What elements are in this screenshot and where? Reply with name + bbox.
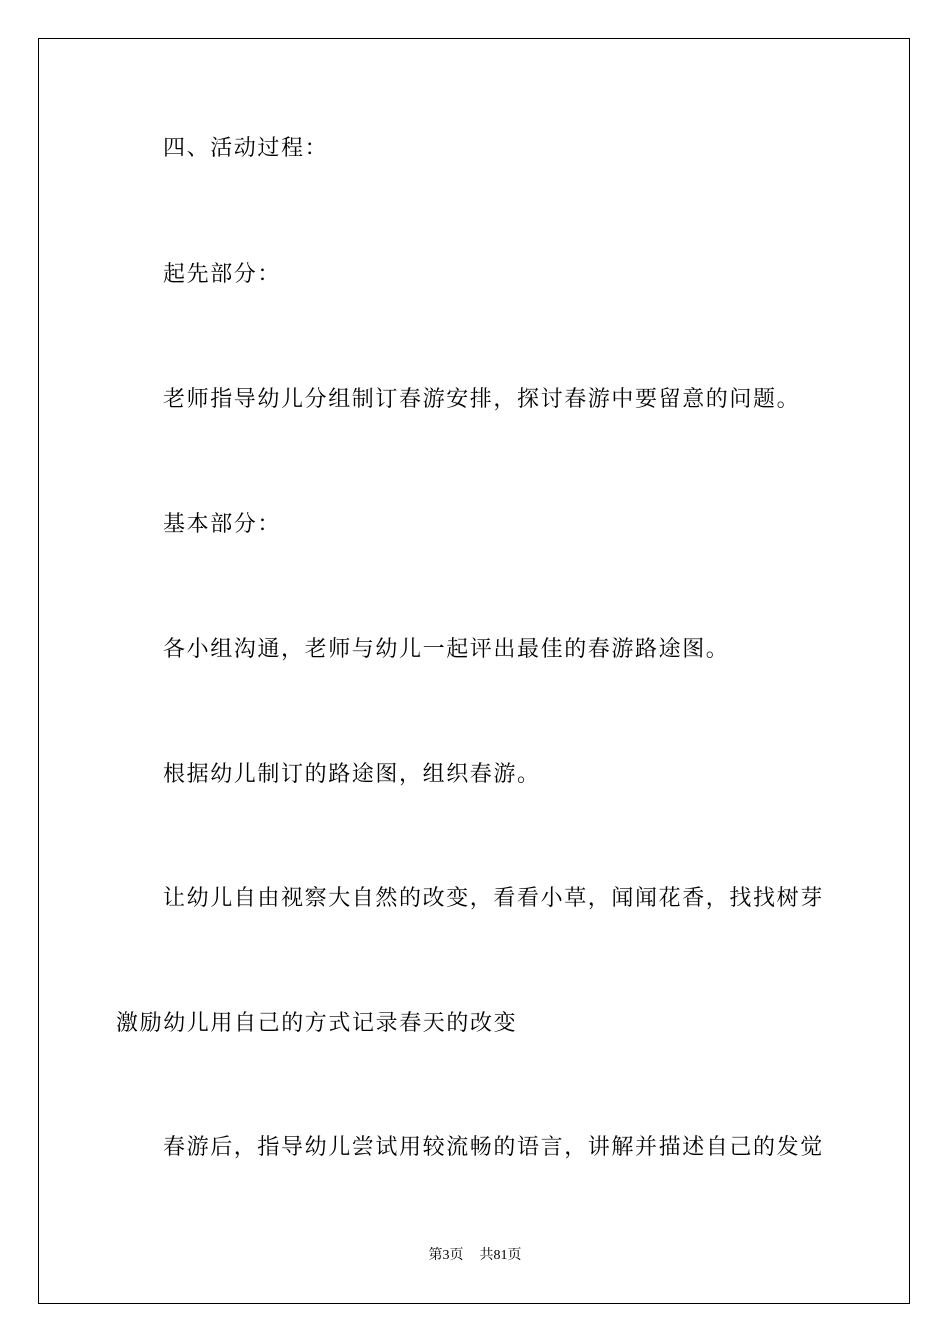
paragraph-observe-nature: 让幼儿自由视察大自然的改变，看看小草，闻闻花香，找找树芽 bbox=[163, 886, 824, 911]
paragraph-group-communication: 各小组沟通，老师与幼儿一起评出最佳的春游路途图。 bbox=[163, 637, 730, 662]
page-total: 共81页 bbox=[479, 1248, 522, 1263]
paragraph-teacher-guidance: 老师指导幼儿分组制订春游安排，探讨春游中要留意的问题。 bbox=[163, 387, 801, 412]
section-heading-activity-process: 四、活动过程： bbox=[163, 136, 329, 161]
paragraph-organize-trip: 根据幼儿制订的路途图，组织春游。 bbox=[163, 762, 541, 787]
page-footer bbox=[0, 1246, 950, 1266]
subheading-basic-part: 基本部分： bbox=[163, 512, 282, 537]
paragraph-record-spring: 激励幼儿用自己的方式记录春天的改变 bbox=[116, 1011, 518, 1036]
page-border bbox=[38, 38, 910, 1304]
subheading-opening-part: 起先部分： bbox=[163, 262, 282, 287]
paragraph-after-trip: 春游后，指导幼儿尝试用较流畅的语言，讲解并描述自己的发觉 bbox=[163, 1135, 824, 1160]
page-number: 第3页 bbox=[428, 1248, 464, 1263]
